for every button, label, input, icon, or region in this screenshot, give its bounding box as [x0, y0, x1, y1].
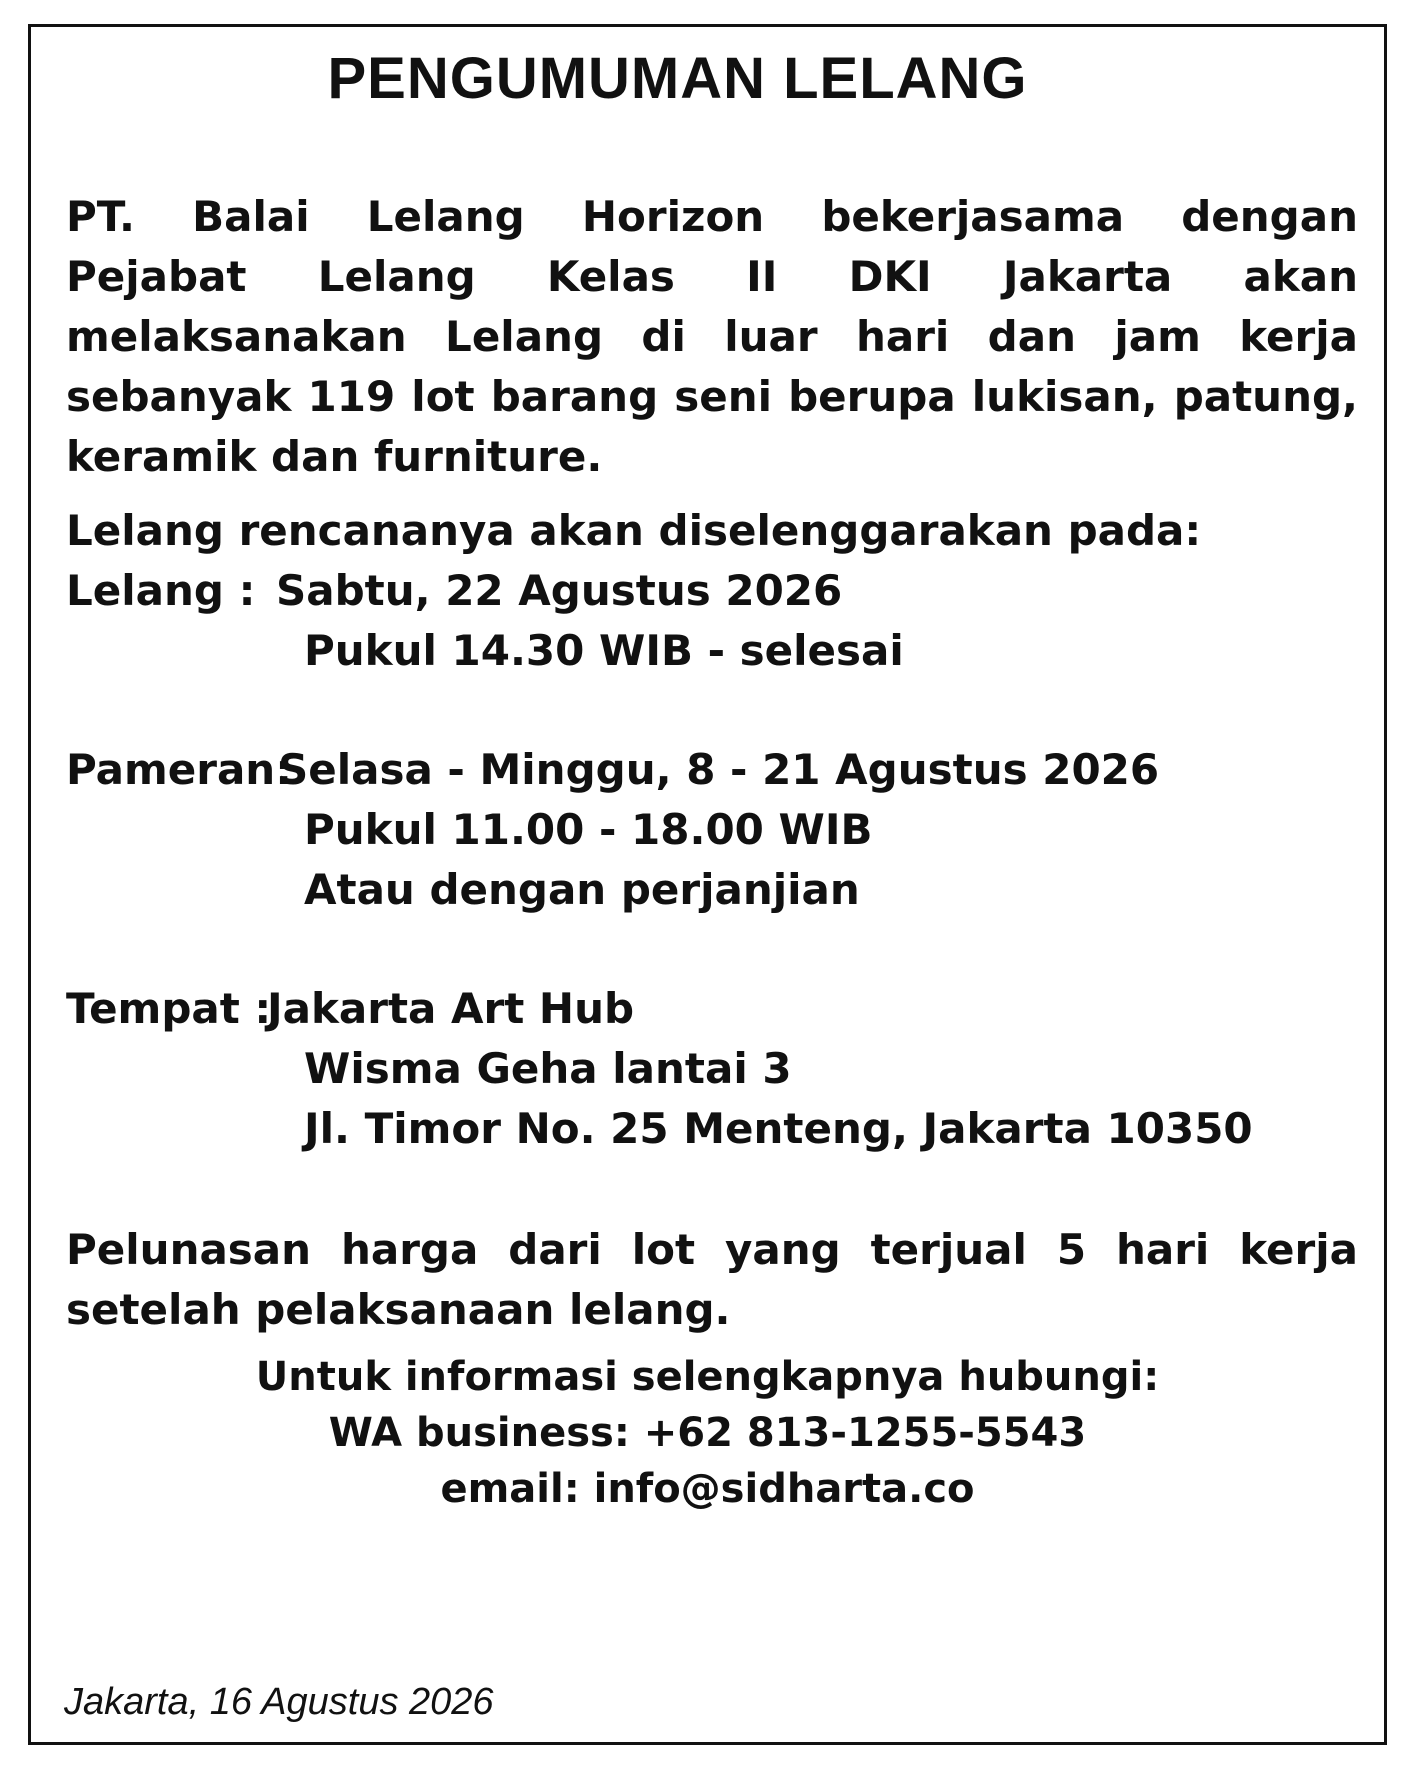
contact-heading: Untuk informasi selengkapnya hubungi:: [255, 1354, 1160, 1400]
intro-line: Pejabat Lelang Kelas II DKI Jakarta akan: [66, 252, 1358, 301]
contact-wa: WA business: +62 813-1255-5543: [328, 1410, 1087, 1456]
exhibition-time: Pukul 11.00 - 18.00 WIB: [304, 805, 873, 854]
intro-line: melaksanakan Lelang di luar hari dan jam kerja: [66, 312, 1358, 361]
exhibition-label: Pameran:: [66, 745, 292, 794]
venue-building: Wisma Geha lantai 3: [304, 1044, 792, 1093]
auction-date: Sabtu, 22 Agustus 2026: [276, 566, 843, 615]
auction-notice: [28, 24, 1387, 1745]
venue-row: [66, 979, 271, 1039]
payment-line: Pelunasan harga dari lot yang terjual 5 hari kerja: [66, 1225, 1358, 1274]
exhibition-row: [66, 740, 292, 800]
exhibition-date: Selasa - Minggu, 8 - 21 Agustus 2026: [278, 745, 1160, 794]
contact-email: email: info@sidharta.co: [440, 1466, 975, 1512]
intro-paragraph: [66, 187, 1358, 487]
intro-line: keramik dan furniture.: [66, 432, 603, 481]
intro-line: sebanyak 119 lot barang seni berupa lukisan, patung,: [66, 372, 1358, 421]
auction-time: Pukul 14.30 WIB - selesai: [304, 626, 904, 675]
intro-line: PT. Balai Lelang Horizon bekerjasama dengan: [66, 192, 1358, 241]
exhibition-note: Atau dengan perjanjian: [304, 865, 860, 914]
venue-name: Jakarta Art Hub: [267, 984, 635, 1033]
payment-paragraph: [66, 1220, 1358, 1340]
place-date: Jakarta, 16 Agustus 2026: [64, 1681, 494, 1723]
auction-row: [66, 561, 276, 621]
payment-line: setelah pelaksanaan lelang.: [66, 1285, 731, 1334]
schedule-heading: Lelang rencananya akan diselenggarakan pada:: [66, 506, 1202, 555]
notice-title: PENGUMUMAN LELANG: [327, 46, 1028, 111]
venue-label: Tempat :: [66, 984, 272, 1033]
venue-address: Jl. Timor No. 25 Menteng, Jakarta 10350: [304, 1104, 1253, 1153]
auction-label: Lelang :: [66, 566, 256, 615]
